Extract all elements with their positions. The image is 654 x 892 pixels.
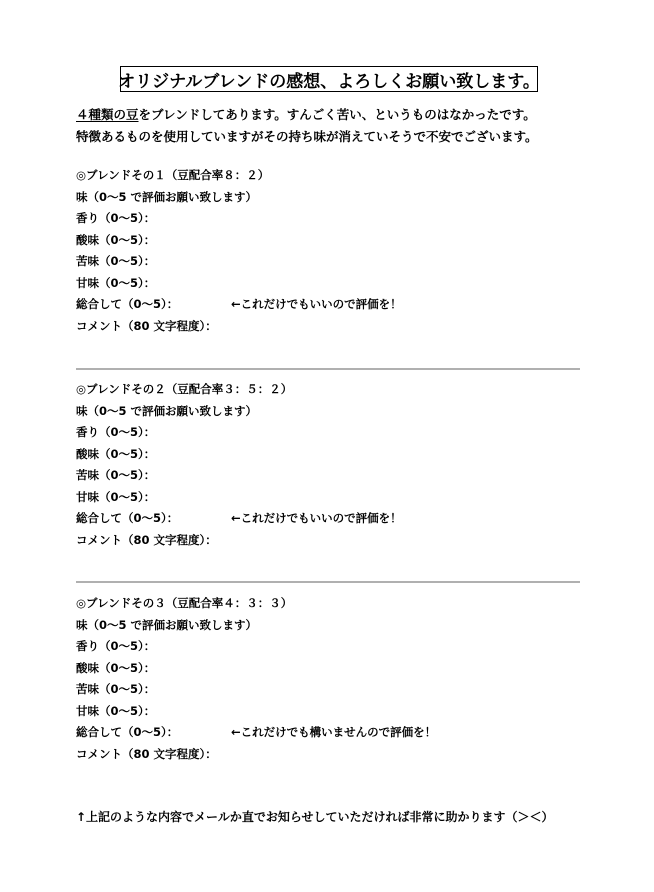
sweetness-field-label: 甘味（0～5）： bbox=[76, 489, 156, 504]
intro-underlined-phrase: ４種類の豆 bbox=[76, 107, 139, 122]
aroma-field-label: 香り（0～5）： bbox=[76, 211, 156, 225]
acidity-field-label: 酸味（0～5）： bbox=[76, 660, 156, 675]
comment-field-label: コメント（80 文字程度）： bbox=[76, 318, 217, 333]
taste-note: 味（0～5 で評価お願い致します） bbox=[76, 617, 258, 632]
bitterness-field-label: 苦味（0～5）： bbox=[76, 254, 156, 268]
bitterness-field-label: 苦味（0～5）： bbox=[76, 468, 156, 482]
overall-field-label: 総合して（0～5）： bbox=[76, 297, 179, 311]
taste-note: 味（0～5 で評価お願い致します） bbox=[76, 189, 258, 204]
comment-field-label: コメント（80 文字程度）： bbox=[76, 746, 217, 761]
blend-section-2 bbox=[76, 379, 402, 551]
sweetness-field-label: 甘味（0～5）： bbox=[76, 703, 156, 718]
overall-row bbox=[76, 294, 402, 316]
blend-section-3 bbox=[76, 593, 437, 765]
aroma-field-label: 香り（0～5）： bbox=[76, 639, 156, 653]
aroma-field-label: 香り（0～5）： bbox=[76, 425, 156, 439]
intro-text bbox=[76, 104, 538, 148]
sweetness-field-label: 甘味（0～5）： bbox=[76, 275, 156, 290]
blend-heading: ◎ブレンドその２（豆配合率３：５：２） bbox=[76, 382, 293, 396]
section-divider-2 bbox=[76, 581, 580, 583]
overall-row bbox=[76, 722, 437, 744]
overall-hint: ←これだけでも構いませんので評価を！ bbox=[231, 725, 437, 739]
overall-hint: ←これだけでもいいので評価を！ bbox=[231, 511, 402, 525]
section-divider-1 bbox=[76, 368, 580, 370]
overall-row bbox=[76, 508, 402, 530]
page-title: オリジナルブレンドの感想、よろしくお願い致します。 bbox=[120, 66, 538, 92]
taste-note: 味（0～5 で評価お願い致します） bbox=[76, 403, 258, 418]
overall-hint: ←これだけでもいいので評価を！ bbox=[231, 297, 402, 311]
overall-field-label: 総合して（0～5）： bbox=[76, 511, 179, 525]
blend-section-1 bbox=[76, 165, 402, 337]
intro-line-2: 特徴あるものを使用していますがその持ち味が消えていそうで不安でございます。 bbox=[76, 129, 538, 144]
bitterness-field-label: 苦味（0～5）： bbox=[76, 682, 156, 696]
blend-heading: ◎ブレンドその１（豆配合率８：２） bbox=[76, 168, 270, 182]
footer-note: ↑上記のような内容でメールか直でお知らせしていただければ非常に助かります（＞＜） bbox=[76, 810, 554, 824]
intro-line-1 bbox=[76, 104, 538, 126]
acidity-field-label: 酸味（0～5）： bbox=[76, 446, 156, 461]
comment-field-label: コメント（80 文字程度）： bbox=[76, 532, 217, 547]
acidity-field-label: 酸味（0～5）： bbox=[76, 232, 156, 247]
intro-line-1-rest: をブレンドしてあります。すんごく苦い、というものはなかったです。 bbox=[138, 107, 536, 122]
blend-heading: ◎ブレンドその３（豆配合率４：３：３） bbox=[76, 596, 293, 610]
overall-field-label: 総合して（0～5）： bbox=[76, 725, 179, 739]
